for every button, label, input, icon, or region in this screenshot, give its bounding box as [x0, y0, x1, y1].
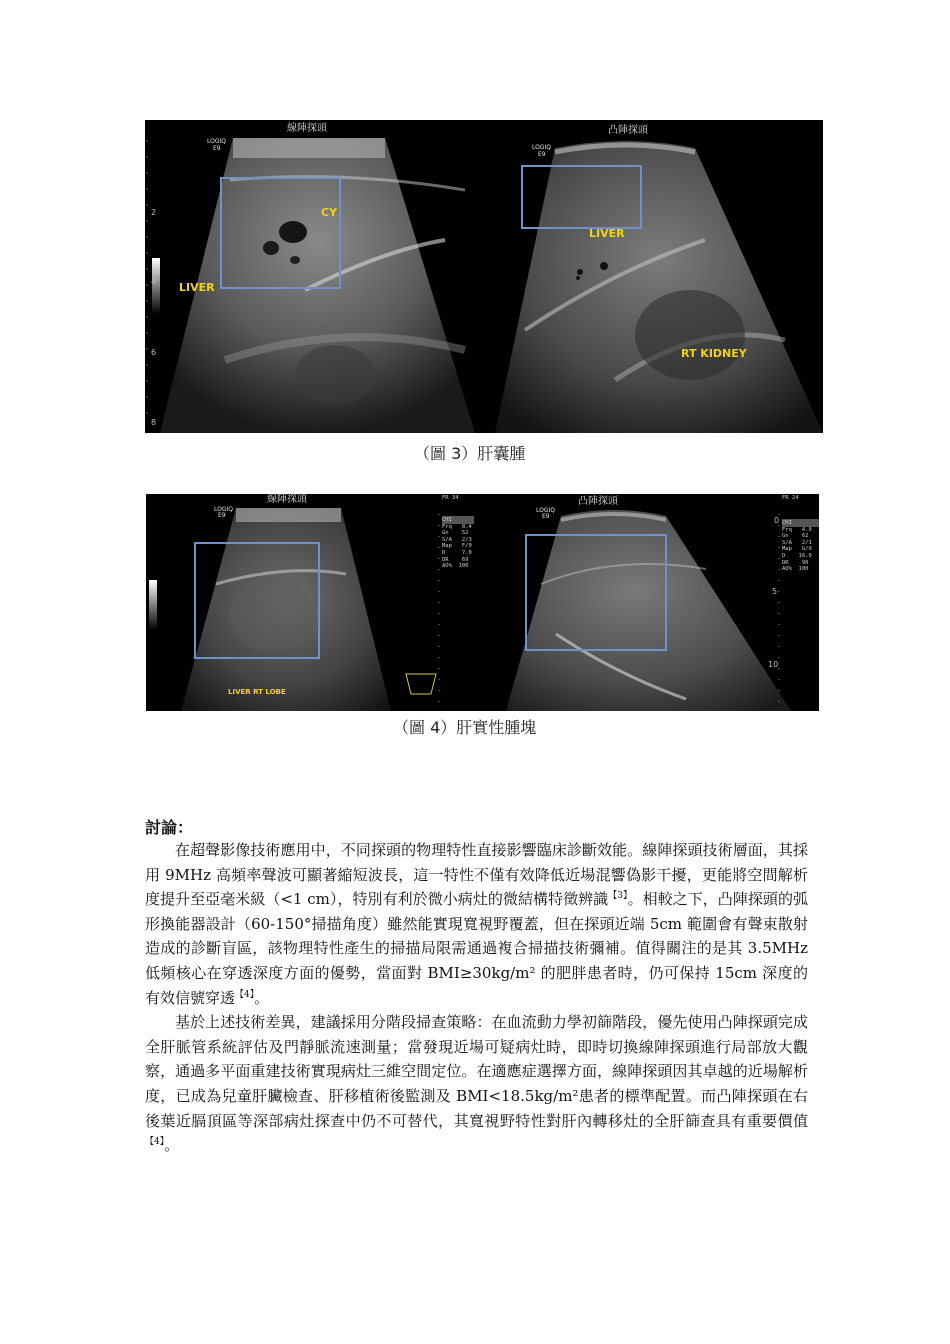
- fig4-right-model: E9: [542, 513, 550, 520]
- fig3-left-model: E9: [213, 145, 221, 152]
- fig4-right-probe-header: 凸陣探頭: [578, 496, 618, 507]
- figure-3-image: [145, 120, 823, 433]
- fig4-depth-tick: 10: [768, 660, 779, 669]
- fig3-label-liver-left: LIVER: [179, 281, 215, 294]
- fig3-depth-tick: 6: [151, 348, 157, 357]
- fig4-left-params: CHI Frq 8.4 Gn 52 S/A 2/3 Map F/0 D 7.0 DR 69 AO% 100: [442, 517, 472, 570]
- p2-text-b: 。: [164, 1136, 180, 1155]
- fig3-label-cy: CY: [321, 206, 338, 219]
- figure-4-image: [146, 494, 819, 711]
- figure-4-caption: （圖 4）肝實性腫塊: [393, 718, 537, 737]
- fig3-left-device: LOGIQ: [207, 138, 226, 145]
- fig4-left-probe-header: 線陣探頭: [267, 494, 307, 505]
- fig4-label-lobe: LIVER RT LOBE: [228, 688, 286, 696]
- figure-3-caption: （圖 3）肝囊腫: [414, 444, 526, 463]
- fig3-depth-tick: 4: [151, 277, 157, 286]
- discussion-body: [145, 838, 808, 1158]
- fig4-depth-tick: 0: [774, 516, 780, 525]
- discussion-paragraph-2: [145, 1010, 808, 1158]
- fig3-right-model: E9: [538, 151, 546, 158]
- fig4-right-device: LOGIQ: [536, 507, 555, 514]
- fig3-depth-tick: 8: [151, 418, 157, 427]
- citation-ref: 【3】: [608, 891, 628, 902]
- fig3-label-liver-right: LIVER: [589, 227, 625, 240]
- fig4-left-model: E9: [218, 512, 226, 519]
- figure-3-ultrasound: [145, 120, 823, 433]
- discussion-heading: 討論：: [145, 818, 194, 837]
- fig4-right-frame-rate: FR 24: [782, 495, 799, 501]
- p1-text-c: 。: [254, 988, 270, 1007]
- citation-ref: 【4】: [235, 989, 255, 1000]
- fig4-left-frame-rate: FR 34: [442, 495, 459, 501]
- figure-4-ultrasound: [146, 494, 819, 711]
- fig4-depth-tick: 5: [772, 587, 778, 596]
- fig3-depth-tick: 2: [151, 208, 157, 217]
- fig4-right-params: CHI Frq 4.0 Gn 62 S/A 2/1 Map G/0 D 16.0 DR 90 AO% 100: [782, 520, 812, 573]
- p2-text-a: 基於上述技術差異，建議採用分階段掃查策略：在血流動力學初篩階段，優先使用凸陣探頭完成全肝脈管系統評估及門靜脈流速測量；當發現近場可疑病灶時，即時切換線陣探頭進行局部放大觀察，通過多平面重建技術實現病灶三維空間定位。在適應症選擇方面，線陣探頭因其卓越的近場解析度，已成為兒童肝臟檢查、肝移植術後監測及 BMI<18.5kg/m²患者的標準配置。而凸陣探頭在右後葉近膈頂區等深部病灶探查中仍不可替代，其寬視野特性對肝內轉移灶的全肝篩查具有重要價值: [145, 1013, 808, 1130]
- fig3-left-probe-header: 線陣探頭: [287, 123, 327, 134]
- fig3-right-device: LOGIQ: [532, 144, 551, 151]
- p1-text-a: 在超聲影像技術應用中，不同探頭的物理特性直接影響臨床診斷效能。線陣探頭技術層面，其採用 9MHz 高頻率聲波可顯著縮短波長，這一特性不僅有效降低近場混響偽影干擾，更能將空間解析度提升至亞毫米級（<1 cm），特別有利於微小病灶的微結構特徵辨識: [145, 841, 808, 909]
- fig4-left-device: LOGIQ: [214, 506, 233, 513]
- citation-ref: 【4】: [145, 1137, 165, 1148]
- fig3-right-probe-header: 凸陣探頭: [608, 125, 648, 136]
- p1-text-b: 。相較之下，凸陣探頭的弧形換能器設計（60-150°掃描角度）雖然能實現寬視野覆蓋，但在探頭近端 5cm 範圍會有聲束散射造成的診斷盲區，該物理特性產生的掃描局限需通過複合掃描技術彌補。值得關注的是其 3.5MHz 低頻核心在穿透深度方面的優勢，當面對 BMI≥30kg/m² 的肥胖患者時，仍可保持 15cm 深度的有效信號穿透: [145, 890, 808, 1007]
- discussion-paragraph-1: [145, 838, 808, 1010]
- fig3-label-kidney: RT KIDNEY: [681, 347, 747, 360]
